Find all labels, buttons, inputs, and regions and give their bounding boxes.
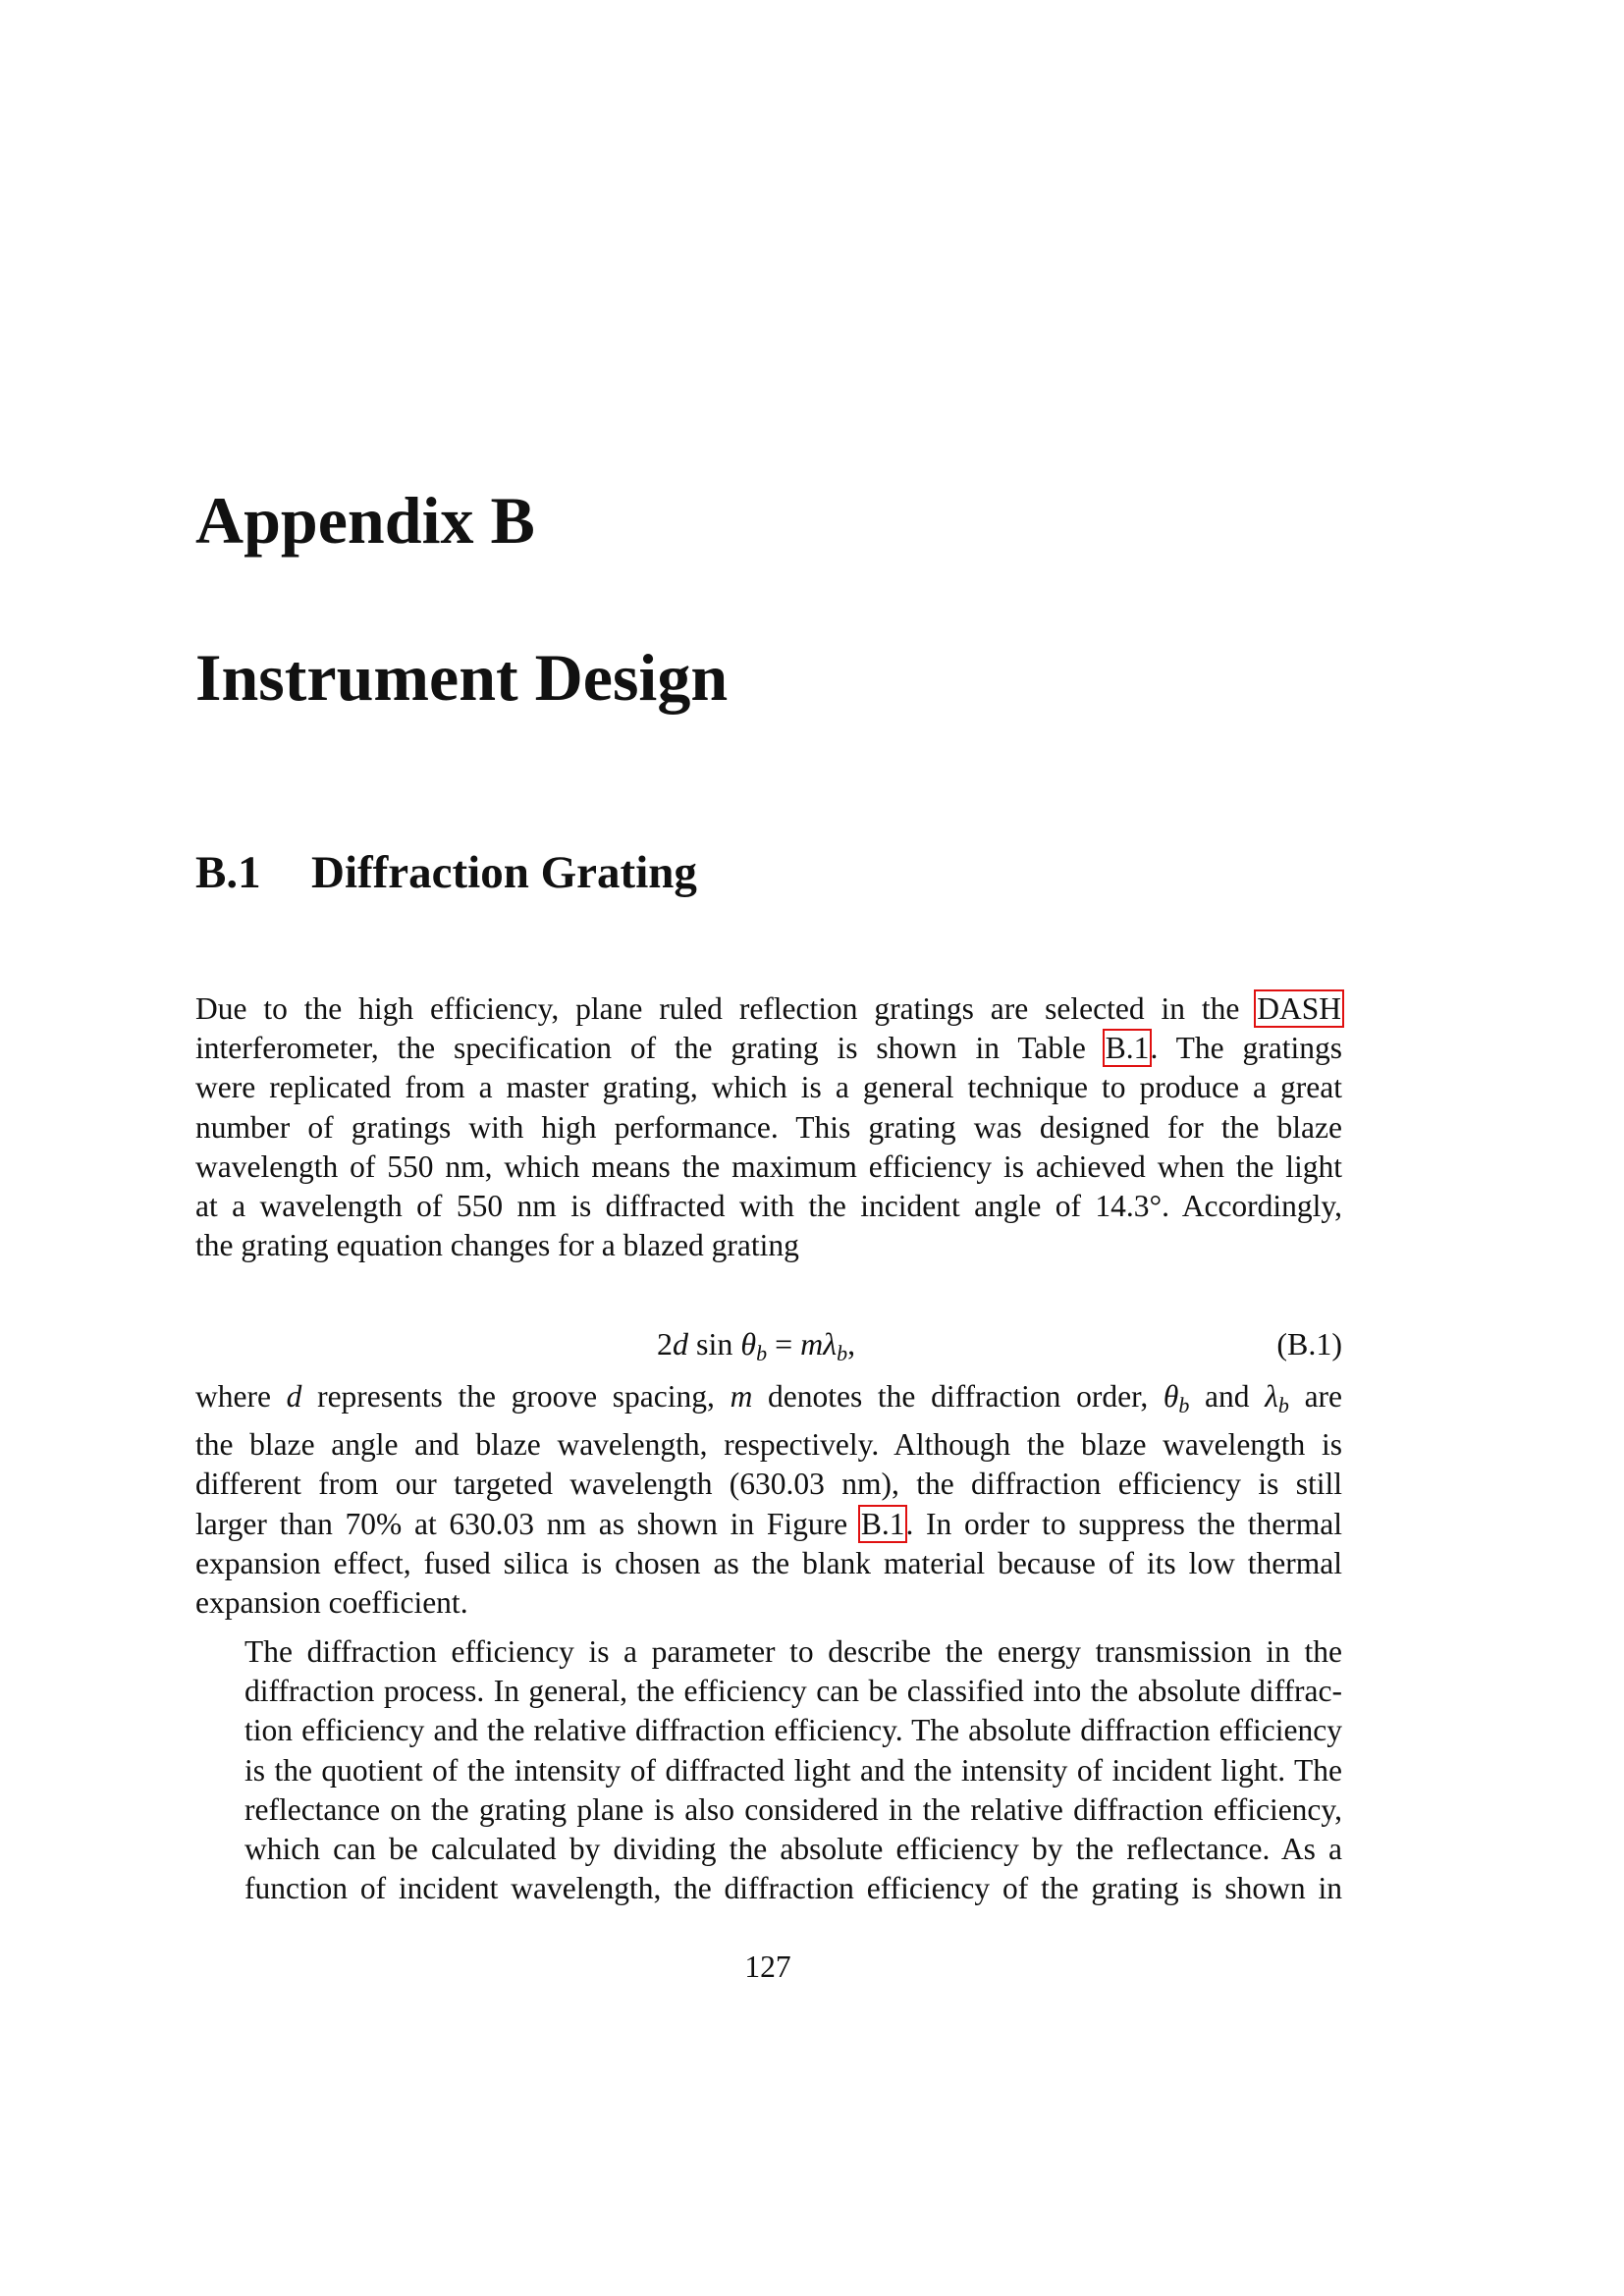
eq-lambda: λ (823, 1326, 838, 1362)
text-span: denotes the diffraction order, (752, 1379, 1164, 1414)
chapter-label: Appendix B (195, 483, 535, 558)
section-number: B.1 (195, 847, 261, 898)
text-line: the blaze angle and blaze wavelength, respectively. Although the blaze wavelength is (195, 1427, 1342, 1463)
text-line: which can be calculated by dividing the absolute efficiency by the reflectance. As a (244, 1832, 1342, 1867)
text-line: tion efficiency and the relative diffraction efficiency. The absolute diffraction efficiency (244, 1713, 1342, 1748)
section-heading (195, 847, 697, 898)
eq-subscript: b (837, 1341, 848, 1365)
eq-var-m: m (800, 1326, 824, 1362)
paragraph-1 (195, 989, 1342, 1265)
text-span: interferometer, the specification of the grating is shown in Table (195, 1031, 1105, 1066)
text-line (195, 1377, 1342, 1425)
text-span: larger than 70% at 630.03 nm as shown in Figure (195, 1506, 860, 1541)
text-line: were replicated from a master grating, which is a general technique to produce a great (195, 1070, 1342, 1105)
text-line: wavelength of 550 nm, which means the maximum efficiency is achieved when the light (195, 1148, 1342, 1184)
page-number: 127 (744, 1949, 791, 1984)
text-span: represents the groove spacing, (301, 1379, 731, 1414)
text-line: expansion effect, fused silica is chosen as the blank material because of its low thermal (195, 1545, 1342, 1580)
table-ref-link[interactable]: B.1 (1105, 1031, 1150, 1066)
text-line: reflectance on the grating plane is also considered in the relative diffraction efficiency, (244, 1791, 1342, 1827)
text-line (195, 1029, 1342, 1068)
eq-sin: sin (688, 1326, 741, 1362)
equation-expression (657, 1323, 855, 1374)
math-var: m (730, 1379, 753, 1414)
eq-equals: = (767, 1326, 801, 1362)
section-title: Diffraction Grating (311, 847, 697, 898)
text-line: is the quotient of the intensity of diffracted light and the intensity of incident light. The (244, 1752, 1342, 1788)
eq-theta: θ (740, 1326, 757, 1362)
math-var: λ (1265, 1379, 1278, 1414)
text-line: function of incident wavelength, the diffraction efficiency of the grating is shown in (244, 1871, 1342, 1906)
text-span: where (195, 1379, 287, 1414)
paragraph-3 (195, 1632, 1342, 1908)
eq-comma: , (847, 1326, 856, 1362)
math-var: d (286, 1379, 302, 1414)
text-span: . The gratings (1150, 1031, 1342, 1066)
equation-number: (B.1) (1276, 1326, 1342, 1362)
text-line (195, 1505, 1342, 1544)
chapter-title: Instrument Design (195, 640, 729, 715)
text-span: and (1189, 1379, 1266, 1414)
text-line (195, 989, 1342, 1029)
paragraph-2 (195, 1377, 1342, 1623)
acronym-link-dash[interactable]: DASH (1257, 991, 1341, 1026)
text-line: diffraction process. In general, the efficiency can be classified into the absolute diffrac- (244, 1674, 1342, 1709)
figure-ref-link[interactable]: B.1 (860, 1506, 905, 1541)
equation-b1 (195, 1323, 1342, 1364)
eq-coef: 2 (657, 1326, 673, 1362)
text-line: expansion coefficient. (195, 1585, 468, 1621)
text-line: number of gratings with high performance. This grating was designed for the blaze (195, 1109, 1342, 1145)
text-line: at a wavelength of 550 nm is diffracted with the incident angle of 14.3°. Accordingly, (195, 1189, 1342, 1224)
text-span: Due to the high efficiency, plane ruled reflection gratings are selected in the (195, 991, 1257, 1026)
text-span: . In order to suppress the thermal (905, 1506, 1343, 1541)
text-line: the grating equation changes for a blazed grating (195, 1228, 799, 1263)
text-line: The diffraction efficiency is a parameter to describe the energy transmission in the (244, 1634, 1342, 1669)
math-subscript: b (1277, 1393, 1289, 1417)
text-line: different from our targeted wavelength (630.03 nm), the diffraction efficiency is still (195, 1467, 1342, 1502)
math-var: θ (1163, 1379, 1179, 1414)
text-span: are (1288, 1379, 1343, 1414)
eq-var-d: d (673, 1326, 688, 1362)
math-subscript: b (1178, 1393, 1190, 1417)
eq-subscript: b (756, 1341, 768, 1365)
